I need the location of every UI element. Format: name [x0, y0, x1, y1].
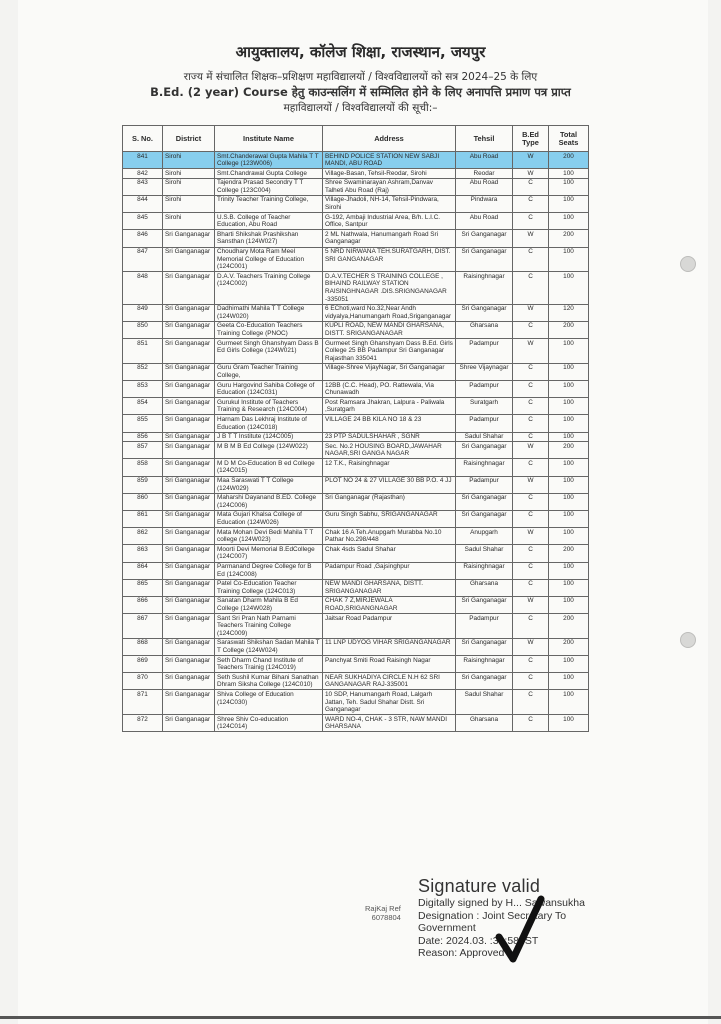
cell-seats: 200: [549, 614, 589, 639]
cell-type: C: [513, 510, 549, 527]
cell-district: Sri Ganganagar: [163, 339, 215, 364]
cell-sno: 869: [123, 656, 163, 673]
cell-name: D.A.V. Teachers Training College (124C002): [215, 272, 323, 304]
column-header: Address: [323, 126, 456, 152]
cell-type: C: [513, 562, 549, 579]
cell-tehsil: Padampur: [456, 415, 513, 432]
table-row: [123, 476, 589, 493]
cell-address: Chak 16 A Teh.Anupgarh Murabba No.10 Pathar No.298/448: [323, 528, 456, 545]
cell-district: Sirohi: [163, 213, 215, 230]
cell-district: Sri Ganganagar: [163, 247, 215, 272]
cell-sno: 864: [123, 562, 163, 579]
cell-address: 10 SDP, Hanumangarh Road, Lalgarh Jattan, Teh. Sadul Shahar Distt. Sri Ganganagar: [323, 690, 456, 715]
table-row: [123, 339, 589, 364]
cell-type: W: [513, 638, 549, 655]
cell-address: G-192, Ambaji Industrial Area, B/h. L.I.C. Office, Santpur: [323, 213, 456, 230]
cell-tehsil: Sri Ganganagar: [456, 442, 513, 459]
cell-type: W: [513, 152, 549, 169]
cell-sno: 848: [123, 272, 163, 304]
table-row: [123, 579, 589, 596]
cell-type: C: [513, 459, 549, 476]
cell-seats: 100: [549, 272, 589, 304]
cell-address: 12 T.K., Raisinghnagar: [323, 459, 456, 476]
cell-type: C: [513, 321, 549, 338]
cell-type: W: [513, 339, 549, 364]
signed-by-line: Digitally signed by H... Sawansukha: [418, 897, 585, 909]
cell-district: Sri Ganganagar: [163, 715, 215, 732]
cell-seats: 100: [549, 169, 589, 179]
cell-type: W: [513, 528, 549, 545]
cell-seats: 200: [549, 442, 589, 459]
cell-seats: 200: [549, 152, 589, 169]
cell-name: Shiva College of Education (124C030): [215, 690, 323, 715]
cell-seats: 200: [549, 545, 589, 562]
reference-number: 6078804: [371, 913, 401, 922]
cell-district: Sri Ganganagar: [163, 304, 215, 321]
subtitle-line-2: B.Ed. (2 year) Course हेतु काउन्सलिंग में सम्मिलित होने के लिए अनापत्ति प्रमाण पत्र प्राप्त: [150, 85, 571, 99]
cell-seats: 100: [549, 339, 589, 364]
cell-name: Seth Dharm Chand Institute of Teachers Trainig (124C019): [215, 656, 323, 673]
cell-address: Jaitsar Road Padampur: [323, 614, 456, 639]
cell-sno: 841: [123, 152, 163, 169]
cell-tehsil: Sri Ganganagar: [456, 230, 513, 247]
cell-name: Sant Sri Pran Nath Parnami Teachers Training College (124C009): [215, 614, 323, 639]
cell-tehsil: Sri Ganganagar: [456, 510, 513, 527]
cell-seats: 100: [549, 432, 589, 442]
cell-district: Sri Ganganagar: [163, 673, 215, 690]
cell-tehsil: Abu Road: [456, 152, 513, 169]
cell-district: Sri Ganganagar: [163, 510, 215, 527]
cell-district: Sirohi: [163, 178, 215, 195]
table-row: [123, 381, 589, 398]
cell-district: Sri Ganganagar: [163, 459, 215, 476]
cell-district: Sri Ganganagar: [163, 363, 215, 380]
cell-name: U.S.B. College of Teacher Education, Abu Road: [215, 213, 323, 230]
cell-name: M B M B Ed College (124W022): [215, 442, 323, 459]
table-row: [123, 638, 589, 655]
cell-district: Sri Ganganagar: [163, 656, 215, 673]
cell-name: Choudhary Mota Ram Meel Memorial College of Education (124C001): [215, 247, 323, 272]
cell-type: C: [513, 579, 549, 596]
cell-address: Gurmeet Singh Ghanshyam Dass B.Ed. Girls College 25 BB Padampur Sri Ganganagar Rajasthan 335041: [323, 339, 456, 364]
cell-type: C: [513, 614, 549, 639]
cell-address: 2 ML Nathwala, Hanumangarh Road Sri Ganganagar: [323, 230, 456, 247]
cell-name: Patel Co-Education Teacher Training College (124C013): [215, 579, 323, 596]
table-row: [123, 178, 589, 195]
cell-district: Sri Ganganagar: [163, 638, 215, 655]
cell-tehsil: Sri Ganganagar: [456, 493, 513, 510]
cell-type: C: [513, 432, 549, 442]
cell-type: C: [513, 673, 549, 690]
cell-seats: 100: [549, 398, 589, 415]
cell-sno: 847: [123, 247, 163, 272]
cell-name: Dadhimathi Mahila T T College (124W020): [215, 304, 323, 321]
digital-signature-block: [418, 876, 708, 960]
cell-tehsil: Suratgarh: [456, 398, 513, 415]
cell-tehsil: Sadul Shahar: [456, 545, 513, 562]
cell-district: Sri Ganganagar: [163, 614, 215, 639]
cell-seats: 100: [549, 690, 589, 715]
cell-sno: 845: [123, 213, 163, 230]
cell-district: Sirohi: [163, 152, 215, 169]
punch-hole-top: [680, 256, 696, 272]
cell-sno: 865: [123, 579, 163, 596]
cell-sno: 857: [123, 442, 163, 459]
cell-sno: 854: [123, 398, 163, 415]
cell-type: C: [513, 690, 549, 715]
cell-seats: 100: [549, 363, 589, 380]
signature-valid-label: Signature valid: [418, 876, 541, 896]
cell-sno: 849: [123, 304, 163, 321]
cell-tehsil: Padampur: [456, 476, 513, 493]
cell-name: Seth Sushil Kumar Bihani Sanathan Dhram Siksha College (124C010): [215, 673, 323, 690]
cell-tehsil: Sri Ganganagar: [456, 638, 513, 655]
table-row: [123, 690, 589, 715]
cell-sno: 844: [123, 195, 163, 212]
reason-line: Reason: Approved: [418, 947, 505, 959]
cell-address: Post Ramsara Jhakran, Lalpura - Paliwala ,Suratgarh: [323, 398, 456, 415]
cell-address: Padampur Road ,Gajsinghpur: [323, 562, 456, 579]
cell-sno: 860: [123, 493, 163, 510]
cell-district: Sri Ganganagar: [163, 272, 215, 304]
cell-tehsil: Sri Ganganagar: [456, 304, 513, 321]
cell-type: C: [513, 381, 549, 398]
cell-type: W: [513, 304, 549, 321]
check-mark-icon: [495, 895, 545, 965]
cell-sno: 852: [123, 363, 163, 380]
cell-type: W: [513, 230, 549, 247]
cell-district: Sri Ganganagar: [163, 230, 215, 247]
cell-address: WARD NO-4, CHAK - 3 STR, NAW MANDI GHARSANA: [323, 715, 456, 732]
table-body: [123, 152, 589, 732]
cell-seats: 200: [549, 321, 589, 338]
designation-line: Designation : Joint Secretary To: [418, 909, 567, 922]
cell-sno: 871: [123, 690, 163, 715]
cell-district: Sri Ganganagar: [163, 476, 215, 493]
cell-tehsil: Padampur: [456, 381, 513, 398]
cell-tehsil: Padampur: [456, 339, 513, 364]
table-row: [123, 363, 589, 380]
cell-name: Smt.Chandrawal Gupta College: [215, 169, 323, 179]
cell-type: C: [513, 715, 549, 732]
cell-district: Sri Ganganagar: [163, 579, 215, 596]
column-header: Tehsil: [456, 126, 513, 152]
cell-sno: 872: [123, 715, 163, 732]
table-row: [123, 304, 589, 321]
table-row: [123, 230, 589, 247]
cell-district: Sri Ganganagar: [163, 545, 215, 562]
cell-seats: 100: [549, 528, 589, 545]
table-row: [123, 247, 589, 272]
table-row: [123, 545, 589, 562]
table-row: [123, 493, 589, 510]
table-row: [123, 415, 589, 432]
cell-name: Guru Gram Teacher Training College,: [215, 363, 323, 380]
cell-seats: 100: [549, 493, 589, 510]
table-row: [123, 169, 589, 179]
cell-district: Sri Ganganagar: [163, 321, 215, 338]
page-bottom-edge: [0, 1016, 721, 1019]
cell-name: Mata Mohan Devi Bedi Mahila T T college (124W023): [215, 528, 323, 545]
cell-seats: 100: [549, 596, 589, 613]
cell-address: BEHIND POLICE STATION NEW SABJI MANDI, ABU ROAD: [323, 152, 456, 169]
cell-address: PLOT NO 24 & 27 VILLAGE 30 BB P.O. 4 JJ: [323, 476, 456, 493]
cell-type: C: [513, 363, 549, 380]
cell-seats: 100: [549, 415, 589, 432]
cell-district: Sri Ganganagar: [163, 381, 215, 398]
cell-type: C: [513, 545, 549, 562]
column-header: B.Ed Type: [513, 126, 549, 152]
cell-name: M D M Co-Education B ed College (124C015): [215, 459, 323, 476]
cell-seats: 100: [549, 195, 589, 212]
cell-tehsil: Anupgarh: [456, 528, 513, 545]
cell-address: 12BB (C.C. Head), PO. Rattewala, Via Chunawadh: [323, 381, 456, 398]
institute-table: [122, 125, 589, 732]
cell-tehsil: Sri Ganganagar: [456, 247, 513, 272]
table-row: [123, 398, 589, 415]
cell-name: Sanatan Dharm Mahila B Ed College (124W028): [215, 596, 323, 613]
table-row: [123, 528, 589, 545]
cell-seats: 100: [549, 178, 589, 195]
cell-address: Village-Shree VijayNagar, Sri Ganganagar: [323, 363, 456, 380]
cell-type: C: [513, 415, 549, 432]
cell-sno: 842: [123, 169, 163, 179]
cell-tehsil: Gharsana: [456, 321, 513, 338]
cell-address: CHAK 7 Z,MIRJEWALA ROAD,SRIGANGNAGAR: [323, 596, 456, 613]
cell-seats: 100: [549, 476, 589, 493]
date-line: Date: 2024.03. :30:58 IST: [418, 934, 539, 947]
subtitle-line-3: महाविद्यालयों / विश्वविद्यालयों की सूची:–: [283, 102, 438, 114]
cell-name: Moorti Devi Memorial B.EdCollege (124C007): [215, 545, 323, 562]
cell-tehsil: Shree Vijaynagar: [456, 363, 513, 380]
cell-district: Sirohi: [163, 195, 215, 212]
cell-sno: 859: [123, 476, 163, 493]
cell-address: 6 EChoti,ward No.32,Near Andh vidyalya,Hanumangarh Road,Sriganganagar: [323, 304, 456, 321]
cell-name: Gurukul Institute of Teachers Training & Research (124C004): [215, 398, 323, 415]
cell-type: C: [513, 493, 549, 510]
cell-district: Sri Ganganagar: [163, 415, 215, 432]
cell-tehsil: Sri Ganganagar: [456, 596, 513, 613]
cell-sno: 853: [123, 381, 163, 398]
cell-address: 11 LNP UDYOG VIHAR SRIGANGANAGAR: [323, 638, 456, 655]
cell-type: C: [513, 272, 549, 304]
cell-name: Harnam Das Lekhraj Institute of Education (124C018): [215, 415, 323, 432]
cell-name: Gurmeet Singh Ghanshyam Dass B Ed Girls College (124W021): [215, 339, 323, 364]
cell-address: Sri Ganganagar (Rajasthan): [323, 493, 456, 510]
table-row: [123, 562, 589, 579]
table-row: [123, 321, 589, 338]
cell-name: Maa Saraswati T T College (124W029): [215, 476, 323, 493]
cell-name: Bharti Shikshak Prashikshan Sansthan (124W027): [215, 230, 323, 247]
cell-address: Village-Jhadoli, NH-14, Tehsil-Pindwara, Sirohi: [323, 195, 456, 212]
cell-seats: 100: [549, 562, 589, 579]
cell-name: J B T T Institute (124C005): [215, 432, 323, 442]
cell-sno: 858: [123, 459, 163, 476]
cell-seats: 100: [549, 247, 589, 272]
cell-sno: 867: [123, 614, 163, 639]
cell-tehsil: Abu Road: [456, 178, 513, 195]
cell-tehsil: Sadul Shahar: [456, 432, 513, 442]
table-row: [123, 442, 589, 459]
cell-district: Sri Ganganagar: [163, 442, 215, 459]
document-title: आयुक्तालय, कॉलेज शिक्षा, राजस्थान, जयपुर: [235, 43, 486, 61]
cell-type: C: [513, 213, 549, 230]
subtitle-line-1: राज्य में संचालित शिक्षक–प्रशिक्षण महाविद्यालयों / विश्वविद्यालयों को सत्र 2024–25 के लिए: [183, 71, 538, 83]
government-line: Government: [418, 922, 476, 934]
reference-label: RajKaj Ref: [365, 904, 401, 913]
cell-tehsil: Pindwara: [456, 195, 513, 212]
cell-name: Smt.Chanderawal Gupta Mahila T T College (123W006): [215, 152, 323, 169]
cell-type: W: [513, 442, 549, 459]
cell-seats: 100: [549, 673, 589, 690]
cell-type: W: [513, 596, 549, 613]
cell-name: Mata Gujari Khalsa College of Education (124W026): [215, 510, 323, 527]
cell-address: Sec. No.2 HOUSING BOARD,JAWAHAR NAGAR,SRI GANGA NAGAR: [323, 442, 456, 459]
cell-seats: 200: [549, 638, 589, 655]
cell-district: Sirohi: [163, 169, 215, 179]
table-row: [123, 614, 589, 639]
cell-address: Guru Singh Sabhu, SRIGANGANAGAR: [323, 510, 456, 527]
table-header-row: [123, 126, 589, 152]
cell-name: Geeta Co-Education Teachers Training College (PNOC): [215, 321, 323, 338]
cell-district: Sri Ganganagar: [163, 398, 215, 415]
cell-tehsil: Abu Road: [456, 213, 513, 230]
cell-district: Sri Ganganagar: [163, 562, 215, 579]
cell-address: Chak 4sds Sadul Shahar: [323, 545, 456, 562]
cell-sno: 866: [123, 596, 163, 613]
cell-seats: 100: [549, 381, 589, 398]
table-row: [123, 715, 589, 732]
cell-seats: 100: [549, 579, 589, 596]
cell-address: NEAR SUKHADIYA CIRCLE N.H 62 SRI GANGANAGAR RAJ-335001: [323, 673, 456, 690]
cell-seats: 100: [549, 459, 589, 476]
cell-sno: 856: [123, 432, 163, 442]
cell-name: Guru Hargovind Sahiba College of Education (124C031): [215, 381, 323, 398]
cell-sno: 863: [123, 545, 163, 562]
cell-type: C: [513, 247, 549, 272]
cell-address: Shree Swaminarayan Ashram,Danvav Talheti Abu Road (Raj): [323, 178, 456, 195]
cell-sno: 861: [123, 510, 163, 527]
cell-address: Panchyat Smiti Road Raisingh Nagar: [323, 656, 456, 673]
cell-sno: 862: [123, 528, 163, 545]
cell-tehsil: Raisinghnagar: [456, 272, 513, 304]
rajkaj-reference: [365, 904, 401, 922]
cell-tehsil: Gharsana: [456, 715, 513, 732]
cell-address: D.A.V.TECHER S TRAINING COLLEGE , BIHAIND RAILWAY STATION RAISINGHNAGAR .DIS.SRIGNGANAGAR -335051: [323, 272, 456, 304]
table-row: [123, 459, 589, 476]
cell-name: Parmanand Degree College for B Ed (124C008): [215, 562, 323, 579]
cell-seats: 100: [549, 715, 589, 732]
cell-seats: 100: [549, 656, 589, 673]
cell-tehsil: Reodar: [456, 169, 513, 179]
cell-name: Shree Shiv Co-education (124C014): [215, 715, 323, 732]
column-header: Total Seats: [549, 126, 589, 152]
cell-type: C: [513, 178, 549, 195]
cell-seats: 100: [549, 213, 589, 230]
cell-district: Sri Ganganagar: [163, 432, 215, 442]
cell-address: 23 PTP SADULSHAHAR , SGNR: [323, 432, 456, 442]
cell-address: Village-Basan, Tehsil-Reodar, Sirohi: [323, 169, 456, 179]
cell-type: C: [513, 195, 549, 212]
table-row: [123, 152, 589, 169]
cell-seats: 200: [549, 230, 589, 247]
cell-name: Tajendra Prasad Secondry T T College (123C004): [215, 178, 323, 195]
cell-sno: 855: [123, 415, 163, 432]
cell-district: Sri Ganganagar: [163, 493, 215, 510]
cell-type: W: [513, 476, 549, 493]
cell-sno: 868: [123, 638, 163, 655]
cell-type: W: [513, 169, 549, 179]
table-row: [123, 510, 589, 527]
cell-tehsil: Sadul Shahar: [456, 690, 513, 715]
cell-sno: 851: [123, 339, 163, 364]
cell-district: Sri Ganganagar: [163, 596, 215, 613]
cell-seats: 100: [549, 510, 589, 527]
cell-tehsil: Padampur: [456, 614, 513, 639]
cell-sno: 850: [123, 321, 163, 338]
cell-tehsil: Raisinghnagar: [456, 562, 513, 579]
column-header: Institute Name: [215, 126, 323, 152]
cell-tehsil: Gharsana: [456, 579, 513, 596]
cell-district: Sri Ganganagar: [163, 528, 215, 545]
column-header: District: [163, 126, 215, 152]
cell-address: NEW MANDI GHARSANA, DISTT. SRIGANGANAGAR: [323, 579, 456, 596]
table-row: [123, 195, 589, 212]
cell-address: KUPLI ROAD, NEW MANDI GHARSANA, DISTT. SRIGANGANAGAR: [323, 321, 456, 338]
cell-sno: 870: [123, 673, 163, 690]
table-row: [123, 213, 589, 230]
cell-tehsil: Raisinghnagar: [456, 459, 513, 476]
column-header: S. No.: [123, 126, 163, 152]
cell-sno: 846: [123, 230, 163, 247]
cell-type: C: [513, 656, 549, 673]
table-row: [123, 432, 589, 442]
cell-district: Sri Ganganagar: [163, 690, 215, 715]
cell-sno: 843: [123, 178, 163, 195]
cell-name: Saraswati Shikshan Sadan Mahila T T College (124W024): [215, 638, 323, 655]
table-row: [123, 656, 589, 673]
cell-seats: 120: [549, 304, 589, 321]
table-row: [123, 272, 589, 304]
cell-tehsil: Sri Ganganagar: [456, 673, 513, 690]
cell-address: VILLAGE 24 BB KILA NO 18 & 23: [323, 415, 456, 432]
table-row: [123, 673, 589, 690]
cell-name: Maharshi Dayanand B.ED. College (124C006): [215, 493, 323, 510]
punch-hole-bottom: [680, 632, 696, 648]
cell-tehsil: Raisinghnagar: [456, 656, 513, 673]
cell-type: C: [513, 398, 549, 415]
cell-name: Trinity Teacher Training College,: [215, 195, 323, 212]
table-row: [123, 596, 589, 613]
cell-address: 5 NRD NIRWANA TEH.SURATGARH, DIST. SRI GANGANAGAR: [323, 247, 456, 272]
